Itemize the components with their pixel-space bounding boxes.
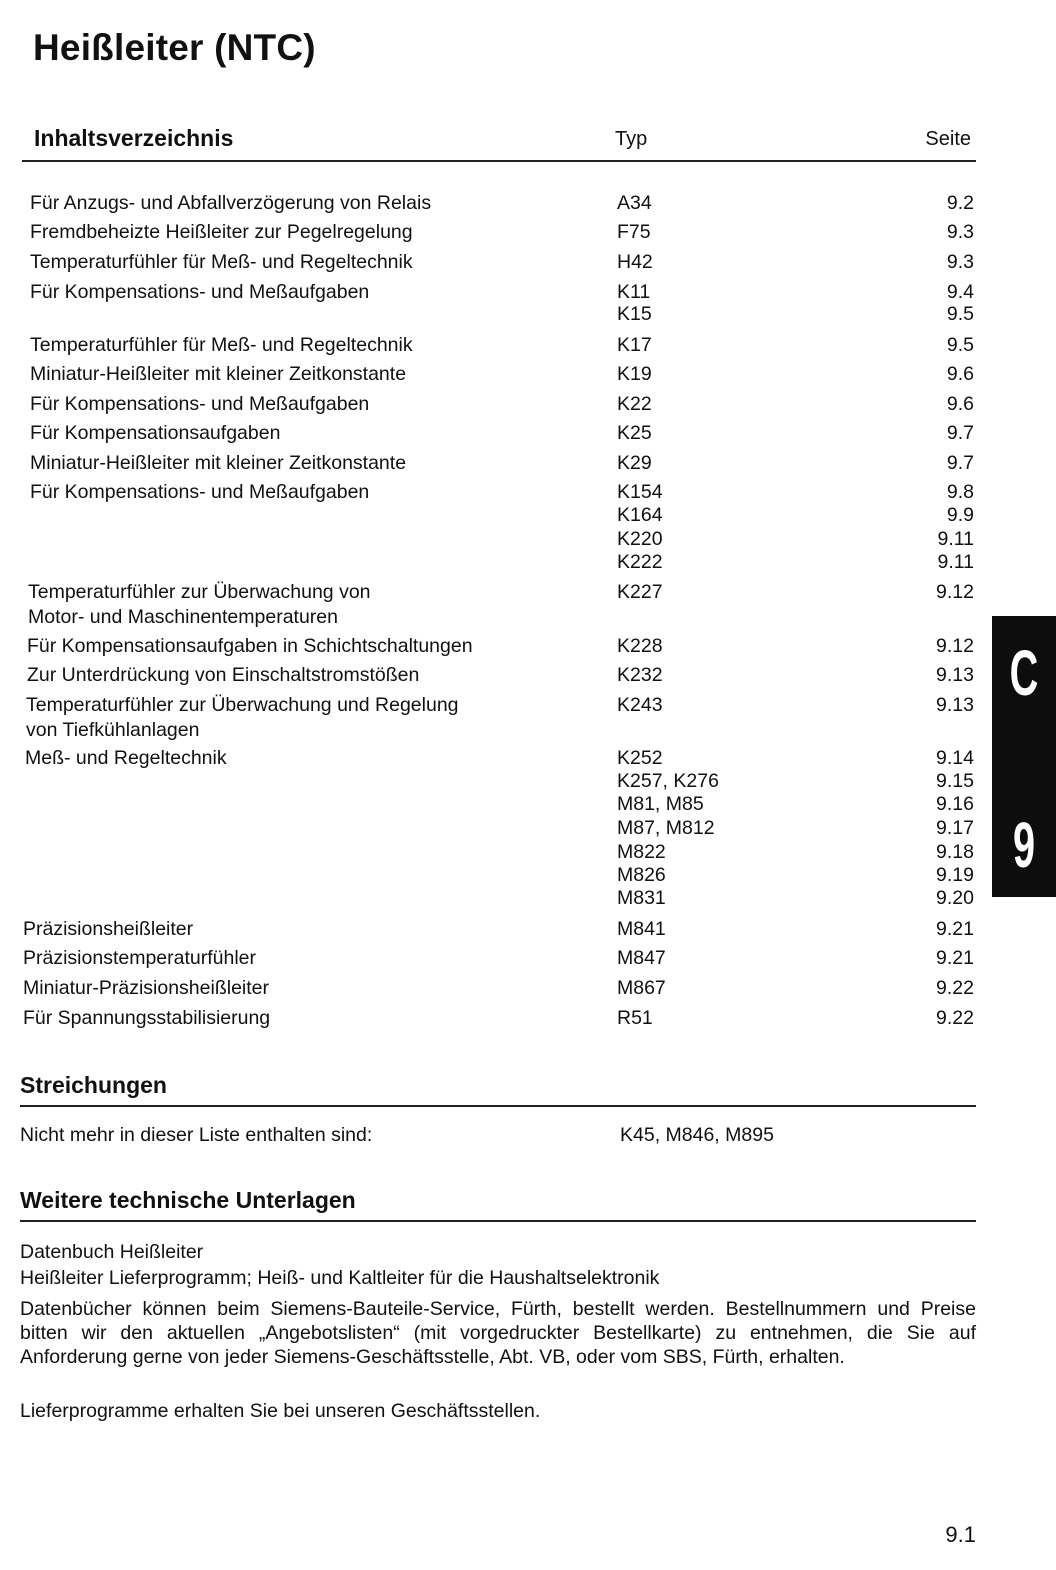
toc-type: A34 [617, 192, 652, 214]
chapter-tab-letter: C [1009, 637, 1039, 709]
toc-row [0, 392, 1056, 416]
toc-description: von Tiefkühlanlagen [26, 719, 200, 741]
toc-description: Miniatur-Präzisionsheißleiter [23, 977, 269, 999]
toc-row [0, 886, 1056, 910]
toc-description: Für Kompensationsaufgaben [30, 422, 281, 444]
toc-row [0, 480, 1056, 504]
toc-type: K227 [617, 581, 663, 603]
toc-type: K25 [617, 422, 652, 444]
toc-description: Temperaturfühler zur Überwachung von [28, 581, 371, 603]
toc-type: R51 [617, 1007, 653, 1029]
toc-row [0, 302, 1056, 326]
page-number: 9.1 [945, 1522, 976, 1547]
toc-page: 9.3 [946, 221, 974, 243]
toc-type: M822 [617, 841, 666, 863]
toc-page: 9.22 [936, 1007, 974, 1029]
toc-page: 9.2 [946, 192, 974, 214]
toc-type: K19 [617, 363, 652, 385]
toc-row [0, 746, 1056, 770]
toc-page: 9.16 [936, 793, 974, 815]
toc-page: 9.5 [946, 334, 974, 356]
toc-type: K252 [617, 747, 663, 769]
toc-page: 9.3 [946, 251, 974, 273]
typ-column-header: Typ [615, 128, 648, 150]
toc-row [0, 451, 1056, 475]
streichungen-label: Nicht mehr in dieser Liste enthalten sind: [20, 1124, 373, 1146]
toc-row [0, 191, 1056, 215]
toc-page: 9.22 [936, 977, 974, 999]
toc-page: 9.15 [936, 770, 974, 792]
toc-type: K154 [617, 481, 663, 503]
toc-row [0, 220, 1056, 244]
toc-type: K29 [617, 452, 652, 474]
toc-row [0, 605, 1056, 629]
toc-type: K15 [617, 303, 652, 325]
toc-row [0, 769, 1056, 793]
toc-description: Temperaturfühler zur Überwachung und Regelung [26, 694, 459, 716]
toc-type: K220 [617, 528, 663, 550]
streichungen-header [20, 1071, 976, 1107]
toc-row [0, 362, 1056, 386]
toc-type: H42 [617, 251, 653, 273]
streichungen-types: K45, M846, M895 [620, 1124, 774, 1146]
toc-description: Präzisionsheißleiter [23, 918, 194, 940]
toc-page: 9.21 [936, 947, 974, 969]
toc-page: 9.11 [937, 528, 974, 550]
toc-page: 9.5 [946, 303, 974, 325]
toc-page: 9.11 [937, 551, 974, 573]
toc-row [0, 634, 1056, 658]
toc-type: F75 [617, 221, 651, 243]
toc-type: K164 [617, 504, 663, 526]
toc-description: Zur Unterdrückung von Einschaltstromstößen [27, 664, 420, 686]
chapter-tab [992, 616, 1056, 897]
toc-description: Für Kompensations- und Meßaufgaben [30, 281, 370, 303]
toc-row [0, 840, 1056, 864]
toc-type: K228 [617, 635, 663, 657]
toc-row [0, 550, 1056, 574]
unterlagen-datenbuch: Datenbuch Heißleiter [20, 1241, 204, 1263]
toc-row [0, 421, 1056, 445]
toc-row [0, 250, 1056, 274]
toc-type: M867 [617, 977, 666, 999]
streichungen-heading: Streichungen [20, 1072, 167, 1098]
toc-type: M831 [617, 887, 666, 909]
toc-row [0, 816, 1056, 840]
toc-row [0, 718, 1056, 742]
toc-type: M87, M812 [617, 817, 715, 839]
toc-type: M826 [617, 864, 666, 886]
toc-page: 9.6 [946, 363, 974, 385]
toc-description: Temperaturfühler für Meß- und Regeltechnik [30, 251, 413, 273]
toc-row [0, 333, 1056, 357]
toc-page: 9.7 [946, 422, 974, 444]
toc-type: K22 [617, 393, 652, 415]
toc-description: Miniatur-Heißleiter mit kleiner Zeitkonstante [30, 363, 407, 385]
toc-row [0, 663, 1056, 687]
toc-page: 9.6 [946, 393, 974, 415]
toc-description: Motor- und Maschinentemperaturen [28, 606, 338, 628]
toc-row [0, 280, 1056, 304]
toc-page: 9.17 [936, 817, 974, 839]
toc-header [22, 124, 976, 162]
toc-page: 9.13 [936, 694, 974, 716]
unterlagen-last-line: Lieferprogramme erhalten Sie bei unseren Geschäftsstellen. [20, 1400, 541, 1422]
toc-page: 9.13 [936, 664, 974, 686]
unterlagen-paragraph: Datenbücher können beim Siemens-Bauteile-Service, Fürth, bestellt werden. Bestellnummern und Preise bitten wir den aktuellen „Angebotslisten“ (mit vorgedruckter Bestellkarte) zu entnehmen, die Sie auf Anforderung gerne von jeder Siemens-Geschäftsstelle, Abt. VB, oder vom SBS, Fürth, erhalten. [20, 1298, 976, 1368]
toc-type: K11 [617, 281, 651, 303]
toc-type: K243 [617, 694, 663, 716]
toc-description: Fremdbeheizte Heißleiter zur Pegelregelung [30, 221, 413, 243]
toc-type: M81, M85 [617, 793, 704, 815]
toc-row [0, 1006, 1056, 1030]
toc-page: 9.21 [936, 918, 974, 940]
toc-page: 9.18 [936, 841, 974, 863]
toc-page: 9.12 [936, 581, 974, 603]
toc-row [0, 580, 1056, 604]
toc-page: 9.14 [936, 747, 974, 769]
toc-page: 9.20 [936, 887, 974, 909]
toc-description: Für Kompensations- und Meßaufgaben [30, 481, 370, 503]
toc-row [0, 503, 1056, 527]
unterlagen-heading: Weitere technische Unterlagen [20, 1187, 356, 1213]
toc-description: Für Kompensations- und Meßaufgaben [30, 393, 370, 415]
toc-row [0, 792, 1056, 816]
toc-type: M847 [617, 947, 666, 969]
toc-page: 9.7 [946, 452, 974, 474]
toc-row [0, 527, 1056, 551]
toc-type: K257, K276 [617, 770, 719, 792]
toc-description: Präzisionstemperaturfühler [23, 947, 257, 969]
page-title: Heißleiter (NTC) [33, 27, 316, 68]
toc-page: 9.4 [946, 281, 974, 303]
toc-description: Für Anzugs- und Abfallverzögerung von Relais [30, 192, 432, 214]
toc-description: Meß- und Regeltechnik [25, 747, 227, 769]
toc-page: 9.19 [936, 864, 974, 886]
toc-page: 9.8 [946, 481, 974, 503]
unterlagen-lieferprogramm: Heißleiter Lieferprogramm; Heiß- und Kaltleiter für die Haushaltselektronik [20, 1267, 660, 1289]
toc-row [0, 976, 1056, 1000]
toc-description: Miniatur-Heißleiter mit kleiner Zeitkonstante [30, 452, 407, 474]
toc-type: K232 [617, 664, 663, 686]
toc-heading: Inhaltsverzeichnis [34, 125, 234, 151]
toc-page: 9.12 [936, 635, 974, 657]
toc-description: Für Spannungsstabilisierung [23, 1007, 271, 1029]
toc-row [0, 917, 1056, 941]
toc-page: 9.9 [946, 504, 974, 526]
toc-type: K17 [617, 334, 652, 356]
chapter-tab-number: 9 [1012, 809, 1036, 881]
toc-row [0, 946, 1056, 970]
unterlagen-header [20, 1186, 976, 1222]
seite-column-header: Seite [925, 128, 971, 150]
toc-type: M841 [617, 918, 666, 940]
toc-description: Temperaturfühler für Meß- und Regeltechnik [30, 334, 413, 356]
toc-description: Für Kompensationsaufgaben in Schichtschaltungen [27, 635, 473, 657]
toc-row [0, 693, 1056, 717]
toc-type: K222 [617, 551, 663, 573]
toc-row [0, 863, 1056, 887]
